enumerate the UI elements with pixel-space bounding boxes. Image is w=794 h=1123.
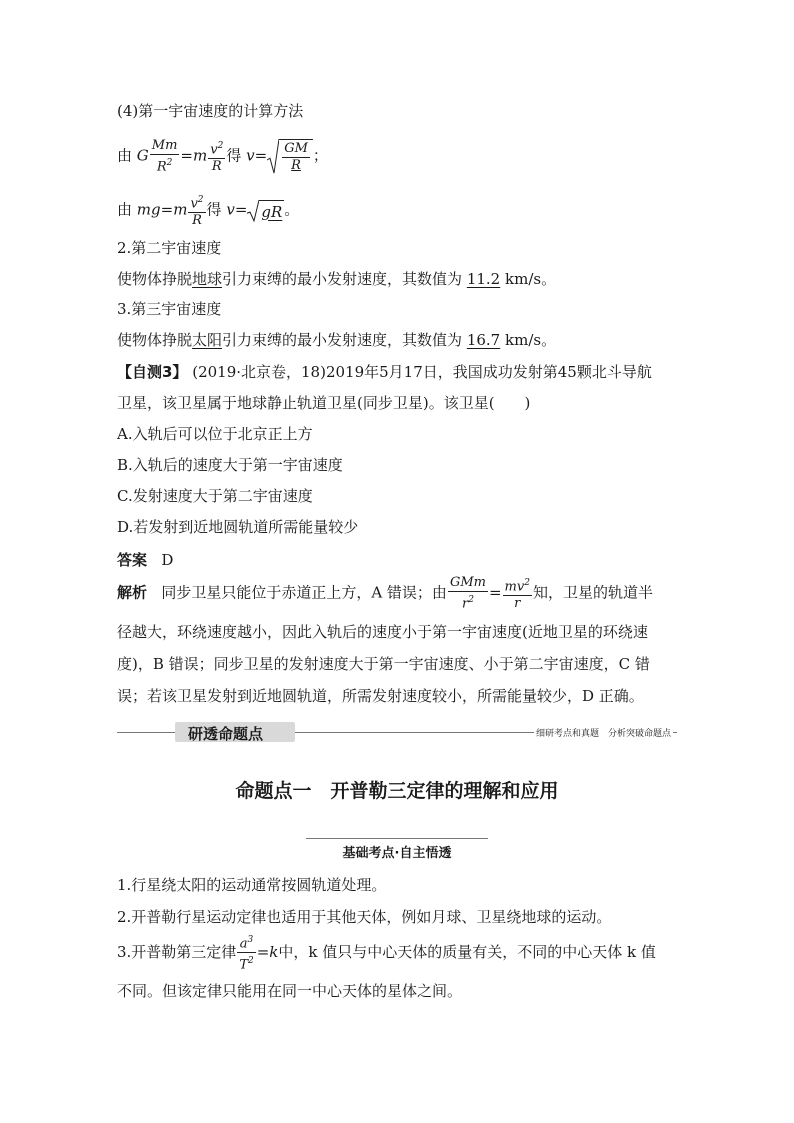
point-2: 2.开普勒行星运动定律也适用于其他天体，例如月球、卫星绕地球的运动。: [117, 908, 612, 926]
analysis-line-3: 度)，B 错误；同步卫星的发射速度大于第一宇宙速度、小于第二宇宙速度，C 错: [117, 655, 650, 673]
option-b: B.入轨后的速度大于第一宇宙速度: [117, 456, 343, 474]
heading-4: (4)第一宇宙速度的计算方法: [117, 102, 304, 120]
third-cosmic-text: 使物体挣脱太阳引力束缚的最小发射速度，其数值为 16.7 km/s。: [117, 331, 557, 349]
banner-title: 研透命题点: [188, 725, 264, 743]
analysis-label: 解析: [117, 583, 148, 602]
analysis-line-1: 解析 同步卫星只能位于赤道正上方，A 错误；由 $\frac{\text{GMm}}{r^2}$ = $\frac{mv^2}{r}$ 知，卫星的轨道半: [117, 575, 653, 612]
section-title: 命题点一 开普勒三定律的理解和应用: [235, 780, 559, 802]
option-d: D.若发射到近地圆轨道所需能量较少: [117, 518, 359, 536]
heading-third-cosmic: 3.第三宇宙速度: [117, 300, 222, 318]
question-stem-1: 【自测3】 (2019·北京卷，18)2019年5月17日，我国成功发射第45颗北斗导航: [117, 363, 652, 381]
section-banner: [117, 722, 677, 744]
banner-right-text: 细研考点和真题 分析突破命题点: [534, 726, 673, 739]
formula-line-1: 由 G $\frac{Mm}{R^2}$ =m $\frac{v^2}{R}$ 得 v= $\frac{GM}{R}$ ；: [117, 138, 328, 175]
point-4: 不同。但该定律只能用在同一中心天体的星体之间。: [117, 982, 463, 1000]
analysis-line-2: 径越大，环绕速度越小，因此入轨后的速度小于第一宇宙速度(近地卫星的环绕速: [117, 623, 648, 641]
option-c: C.发射速度大于第二宇宙速度: [117, 487, 313, 505]
question-tag: 【自测3】: [117, 363, 188, 381]
point-3: 3.开普勒第三定律 $\frac{a^3}{T^2}$ =k中，k 值只与中心天体的质量有关，不同的中心天体 k 值: [117, 932, 656, 976]
answer-label: 答案: [117, 551, 148, 569]
heading-second-cosmic: 2.第二宇宙速度: [117, 239, 222, 257]
section-subtitle: 基础考点·自主悟透: [342, 846, 452, 861]
second-cosmic-text: 使物体挣脱地球引力束缚的最小发射速度，其数值为 11.2 km/s。: [117, 270, 557, 288]
formula-line-2: 由 mg=m $\frac{v^2}{R}$ 得 v= gR 。: [117, 192, 299, 232]
question-stem-2: 卫星，该卫星属于地球静止轨道卫星(同步卫星)。该卫星( ): [117, 394, 531, 412]
answer-value: D: [161, 551, 174, 569]
answer-line: [117, 550, 173, 570]
option-a: A.入轨后可以位于北京正上方: [117, 425, 313, 443]
analysis-line-4: 误；若该卫星发射到近地圆轨道，所需发射速度较小，所需能量较少，D 正确。: [117, 687, 644, 705]
banner-box: [175, 722, 295, 742]
subtitle-rule: [306, 838, 488, 839]
point-1: 1.行星绕太阳的运动通常按圆轨道处理。: [117, 876, 387, 894]
